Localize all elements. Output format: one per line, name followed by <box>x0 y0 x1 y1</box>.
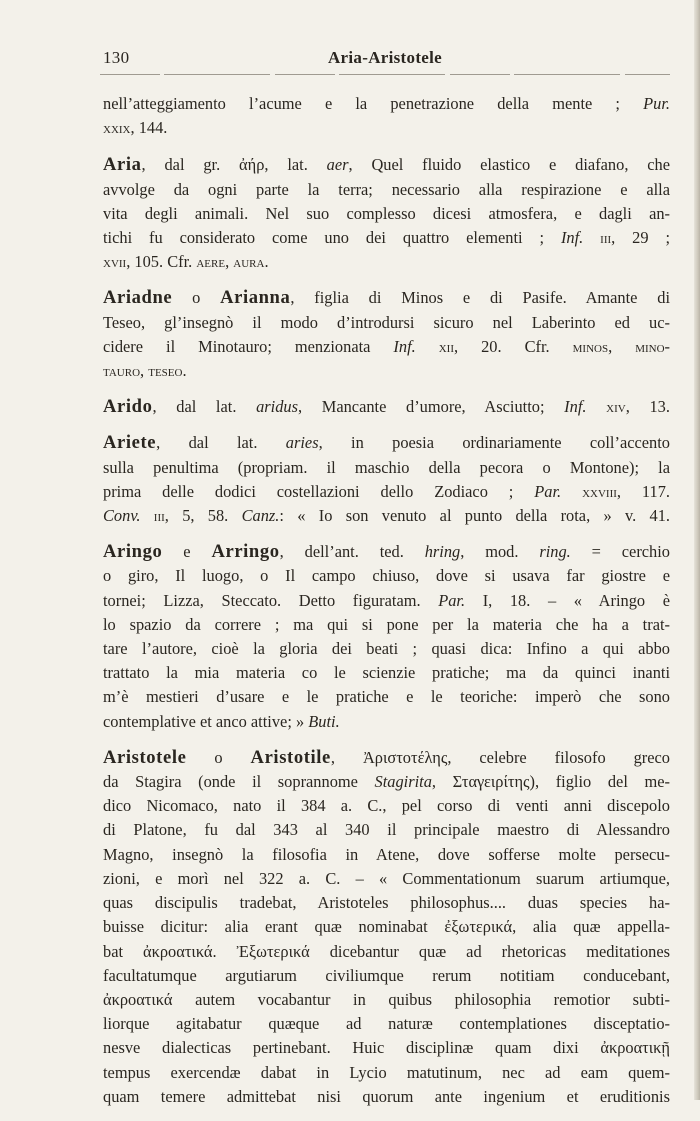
entry-line: tauro, teseo. <box>103 361 187 381</box>
entry-line: Aristotele o Aristotile, Ἀριστοτέλης, celebre filosofo greco <box>103 746 670 768</box>
entry-line: quas discipulis tradebat, Aristoteles philosophus.... duas species ha- <box>103 893 670 913</box>
page-header <box>100 48 670 72</box>
entry-line: avvolge da ogni parte la terra; necessario alla respirazione e alla <box>103 179 670 199</box>
entry-line: lo spazio da correre ; ma qui si pone per la materia che ha a trat- <box>103 614 670 634</box>
running-title: Aria-Aristotele <box>327 48 442 67</box>
entry-line: tare l’autore, cioè la gloria dei beati ; quasi dica: Infino a qui abbo <box>103 639 670 659</box>
entry-arido <box>103 395 670 419</box>
entry-line: Teseo, gl’insegnò il modo d’introdursi sicuro nel Laberinto ed uc- <box>103 312 670 332</box>
entry-line: di Platone, fu dal 343 al 340 il principale maestro di Alessandro <box>103 820 670 840</box>
entry-line: tornei; Lizza, Steccato. Detto figuratam. Par. I, 18. – « Aringo è <box>103 590 671 610</box>
entry-aristotele <box>103 746 670 1109</box>
entry-line: da Stagira (onde il soprannome Stagirita, Σταγειρίτης), figlio del me- <box>103 772 670 792</box>
entry-line: ἀκροατικά autem vocabantur in quibus philosophia remotior subti- <box>103 989 670 1009</box>
entry-line: Aria, dal gr. ἀήρ, lat. aer, Quel fluido elastico e diafano, che <box>103 154 671 176</box>
entry-aringo <box>103 540 670 734</box>
entry-line: prima delle dodici costellazioni dello Zodiaco ; Par. xxviii, 117. <box>103 481 670 501</box>
entry-line: contemplative et anco attive; » Buti. <box>103 711 340 731</box>
entry-ariete <box>103 431 670 528</box>
entry-line: trattato la mia materia co le scienzie pratiche; ma da quinci inanti <box>103 663 670 683</box>
entry-line: nell’atteggiamento l’acume e la penetrazione della mente ; Pur. <box>103 94 670 113</box>
entry-line: nesve dialecticas pertinebant. Huic disciplinæ quam dixi ἀκροατικῇ <box>103 1038 670 1058</box>
entry-line: Ariete, dal lat. aries, in poesia ordinariamente coll’accento <box>103 432 670 454</box>
entry-line: Aringo e Arringo, dell’ant. ted. hring, mod. ring. = cerchio <box>103 541 671 563</box>
entry-line: xvii, 105. Cfr. aere, aura. <box>103 252 269 272</box>
entry-line: cidere il Minotauro; menzionata Inf. xii, 20. Cfr. minos, mino- <box>103 336 670 356</box>
entry-line: Ariadne o Arianna, figlia di Minos e di Pasife. Amante di <box>103 287 671 309</box>
entry-line: facultatumque argutiarum civiliumque rerum notitiam conducebant, <box>103 965 670 985</box>
entry-line: vita degli animali. Nel suo complesso dicesi atmosfera, e dagli an- <box>103 203 670 223</box>
entry-ariadne <box>103 286 670 383</box>
entry-line: tempus exercendæ dabat in Lycio matutinum, nec ad eam quem- <box>103 1062 670 1082</box>
header-rule <box>100 74 670 75</box>
entry-line: sulla penultima (propriam. il maschio della pecora o Montone); la <box>103 457 670 477</box>
entry-line: bat ἀκροατικά. Ἐξωτερικά dicebantur quæ ad rhetoricas meditationes <box>103 941 670 961</box>
entry-line: liorque agitabatur quæque ad naturæ contemplationes disceptatio- <box>103 1014 670 1034</box>
entry-line: tichi fu considerato come uno dei quattro elementi ; Inf. iii, 29 ; <box>103 228 670 248</box>
entry-line: Arido, dal lat. aridus, Mancante d’umore, Asciutto; Inf. xiv, 13. <box>103 396 670 418</box>
entry-line: Conv. iii, 5, 58. Canz.: « Io son venuto al punto della rota, » v. 41. <box>103 506 670 526</box>
entry-line: zioni, e morì nel 322 a. C. – « Commentationum suarum artiumque, <box>103 868 670 888</box>
entry-line: Magno, insegnò la filosofia in Atene, dove sofferse molte persecu- <box>103 844 670 864</box>
entry-continuation <box>103 92 670 140</box>
entry-line: m’è mestieri d’usare e le pratiche e le teoriche: imperò che sono <box>103 687 670 707</box>
entry-line: quam temere admittebat nisi quorum ante ingenium et eruditionis <box>103 1086 670 1106</box>
entry-aria <box>103 153 670 274</box>
entry-line: xxix, 144. <box>103 118 168 138</box>
entry-line: dico Nicomaco, nato il 384 a. C., pel corso di venti anni discepolo <box>103 796 670 816</box>
page-edge <box>694 0 700 1100</box>
page-body <box>103 92 670 1121</box>
page-number: 130 <box>103 48 130 67</box>
entry-line: o giro, Il luogo, o Il campo chiuso, dove si usava far giostre e <box>103 566 670 586</box>
entry-line: buisse dicitur: alia erant quæ nominabat ἐξωτερικά, alia quæ appella- <box>103 917 670 937</box>
